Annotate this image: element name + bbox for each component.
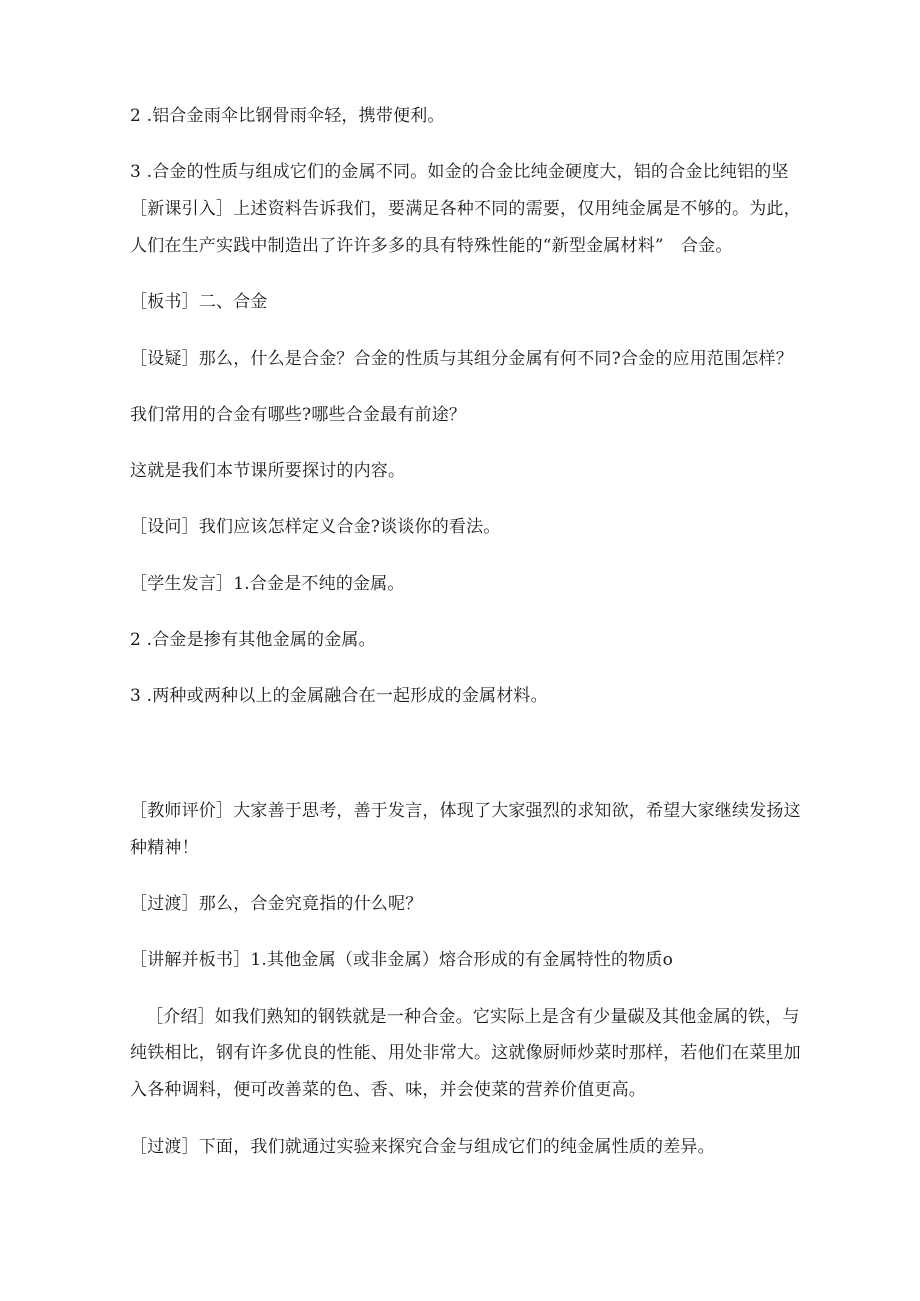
text-line: 人们在生产实践中制造出了许许多多的具有特殊性能的“新型金属材料” 合金。 (130, 236, 733, 256)
text-line: ［教师评价］大家善于思考，善于发言，体现了大家强烈的求知欲，希望大家继续发扬这 (130, 801, 801, 821)
text-line: ［设问］我们应该怎样定义合金?谈谈你的看法。 (130, 517, 501, 537)
text-line: ［新课引入］上述资料告诉我们，要满足各种不同的需要，仅用纯金属是不够的。为此， (130, 199, 801, 219)
text-line: 我们常用的合金有哪些?哪些合金最有前途？ (130, 405, 467, 425)
text-line: 纯铁相比，钢有许多优良的性能、用处非常大。这就像厨师炒菜时那样，若他们在菜里加 (130, 1043, 801, 1063)
text-line: 种精神！ (130, 838, 199, 858)
text-line: ［讲解并板书］1.其他金属（或非金属）熔合形成的有金属特性的物质o (130, 950, 674, 970)
text-line: 这就是我们本节课所要探讨的内容。 (130, 461, 406, 481)
text-line: 入各种调料，便可改善菜的色、香、味，并会使菜的营养价值更高。 (130, 1080, 646, 1100)
text-line: 2 .合金是掺有其他金属的金属。 (130, 630, 376, 650)
text-line: 3 .合金的性质与组成它们的金属不同。如金的合金比纯金硬度大，铝的合金比纯铝的坚 (130, 162, 789, 182)
text-line: ［过渡］下面，我们就通过实验来探究合金与组成它们的纯金属性质的差异。 (130, 1137, 715, 1157)
text-line: 3 .两种或两种以上的金属融合在一起形成的金属材料。 (130, 686, 548, 706)
text-line: ［学生发言］1.合金是不纯的金属。 (130, 574, 405, 594)
text-line: ［过渡］那么，合金究竟指的什么呢？ (130, 894, 423, 914)
text-line: ［介绍］如我们熟知的钢铁就是一种合金。它实际上是含有少量碳及其他金属的铁，与 (146, 1007, 800, 1027)
text-line: ［设疑］那么，什么是合金？合金的性质与其组分金属有何不同?合金的应用范围怎样？ (130, 349, 793, 369)
text-line: ［板书］二、合金 (130, 292, 268, 312)
text-line: 2 .铝合金雨伞比钢骨雨伞轻，携带便利。 (130, 106, 445, 126)
